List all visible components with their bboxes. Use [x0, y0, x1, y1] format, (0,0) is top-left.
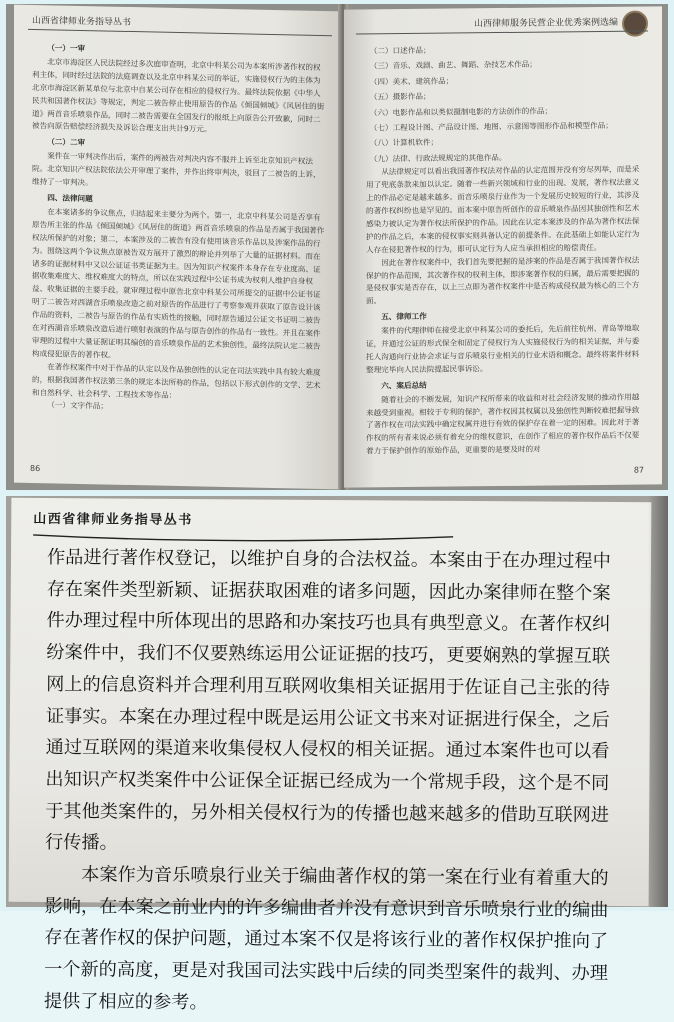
left-running-head: 山西省律师业务指导丛书 [32, 15, 132, 29]
paragraph: 本案作为音乐喷泉行业关于编曲著作权的第一案在行业有着重大的影响，在本案之前业内的许多编曲者并没有意识到音乐喷泉行业的编曲存在著作权的保护问题，通过本案不仅是将该行业的著作权保护推向了一个新的高度，更是对我国司法实践中后续的同类型案件的裁判、办理提供了相应的参考。 [43, 864, 609, 1013]
right-page-body [366, 41, 646, 459]
page-number: 86 [30, 463, 41, 474]
paragraph: 随着社会的不断发展，知识产权所带来的收益和对社会经济发展的推动作用越来越受到重视。相较于专利的保护，著作权因其权属以及独创性判断较难把握导致了著作权在司法实践中确定权属并进行有效的保护存在着一定的困难。因此对于著作权的所有者来说必须有着充分的维权意识，在创作了相应的著作权作品后不仅要着力于保护创作的原始作品，更重要的是要及时的对 [366, 392, 640, 456]
subsection-heading: （一）一审 [47, 43, 86, 54]
paragraph: 案件的代理律师在接受北京中科某公司的委托后，先后前往杭州、青岛等地取证，并通过公证的形式保全和固定了侵权行为人实施侵权行为的相关证据，并与委托人沟通向行业协会求证与音乐喷泉行业相关的行业术语和概念。最终将案件材料整理完毕向人民法院提起民事诉讼。 [366, 323, 640, 375]
list-item: （九）法律、行政法规规定的其他作品。 [369, 152, 507, 164]
left-page-body [32, 39, 328, 419]
paragraph: 因此在著作权案件中，我们首先要把握的是涉案的作品是否属于我国著作权法保护的作品范围，其次著作权的权利主体，即涉案著作权的归属，最后需要把握的是侵权事实是否存在，以上三点即为著作权案件中是否构成侵权最为核心的三个方面。 [366, 255, 640, 306]
book-spread-photo [6, 4, 668, 490]
paragraph: 北京市海淀区人民法院经过多次庭审查明，北京中科某公司为本案所涉著作权的权利主体，同时经过法院的法庭调查以及北京中科某公司的举证，实施侵权行为的主体为北京市海淀区新某单位与北京中自某公司存在相应的侵权行为。最终法院依据《中华人民共和国著作权法》等规定，判定二被告停止使用原告的作品《倾国倾城》《风居住的街道》两首音乐喷泉作品，同时二被告需要在全国发行的报纸上向原告公开致歉，同时二被告向原告赔偿经济损失及诉讼合理支出共计9万元。 [32, 57, 325, 135]
list-item: （四）美术、建筑作品； [369, 76, 454, 87]
closeup-page [9, 498, 652, 1013]
list-item: （一）文字作品； [47, 400, 108, 412]
section-heading: 五、律师工作 [381, 312, 427, 322]
list-item: （三）音乐、戏剧、曲艺、舞蹈、杂技艺术作品； [369, 60, 537, 71]
left-page [14, 5, 342, 490]
right-page [344, 6, 662, 487]
emblem-icon [622, 10, 648, 36]
paragraph: 案件在一审判决作出后，案件的两被告对判决内容不服并上诉至北京知识产权法院。北京知识产权法院依法公开审理了案件，并作出终审判决，驳回了二被告的上诉，维持了一审判决。 [32, 151, 321, 188]
paragraph: 在本案诸多的争议焦点，归结起来主要分为两个。第一，北京中科某公司是否享有原告所主张的作品《倾国倾城》《风居住的街道》两首音乐喷泉的作品是否属于我国著作权法所保护的对象；第二，本案涉及的二被告有没有使用该音乐作品以及涉案作品的行为。围绕这两个争议焦点原被告双方展开了激烈的辩论并列举了大量的证据材料。而在诸多的证据材料中又以公证证书类证据为主。因为知识产权案件本身存在专业度高、证据收集难度大、维权难度大的特点，所以在实践过程中公证书成为权利人维护自身权益、收集证据的主要手段。就审理过程中原告北京中科某公司所提交的证据中公证书证明了二被告对西湖音乐喷泉改造之前对原告的作品进行了考察参观并获取了原告设计该作品的资料，二被告与原告的作品有实质性的接触，同时原告通过公证文书证明二被告在对西湖音乐喷泉改造后进行喷射表演的作品与原告创作的作品有一致性。并且在案件审理的过程中大量证据证明其编创的音乐喷泉作品的艺术独创性，最终法院认定二被告构成侵犯原告的著作权。 [32, 207, 325, 360]
subsection-heading: （二）二审 [47, 137, 86, 148]
closeup-body [44, 542, 627, 1022]
list-item: （二）口述作品； [369, 45, 431, 56]
header-rule [356, 30, 648, 34]
paragraph: 作品进行著作权登记，以维护自身的合法权益。本案由于在办理过程中存在案件类型新颖、证据获取困难的诸多问题，因此办案律师在整个案件办理过程中所体现出的思路和办案技巧也具有典型意义。在著作权纠纷案件中，我们不仅要熟练运用公证证据的技巧，更要娴熟的掌握互联网上的信息资料并合理利用互联网收集相关证据用于佐证自己主张的待证事实。本案在办理过程中既是运用公证文书来对证据进行保全，之后通过互联网的渠道来收集侵权人侵权的相关证据。通过本案件也可以看出知识产权类案件中公证保全证据已经成为一个常规手段，这个是不同于其他类案件的，另外相关侵权行为的传播也越来越多的借助互联网进行传播。 [44, 547, 611, 854]
header-rule [28, 29, 332, 36]
list-item: （七）工程设计图、产品设计图、地图、示意图等图形作品和模型作品； [369, 120, 613, 133]
section-heading: 四、法律问题 [47, 193, 93, 204]
closeup-page-photo [6, 496, 668, 1013]
paragraph: 在著作权案件中对于作品的认定以及作品独创性的认定在司法实践中具有较大难度的，根据我国著作权法第三条的规定本法所称的作品，包括以下形式创作的文学、艺术和自然科学、社会科学、工程技术等作品： [32, 362, 321, 400]
list-item: （五）摄影作品； [369, 91, 431, 102]
list-item: （六）电影作品和以类似摄制电影的方法创作的作品； [369, 106, 553, 118]
right-running-head: 山西律师服务民营企业优秀案例选编 [473, 17, 618, 30]
page-edge-shadow [648, 496, 668, 907]
list-item: （八）计算机软件； [369, 138, 439, 148]
section-heading: 六、案后总结 [381, 380, 427, 391]
closeup-running-head: 山西省律师业务指导丛书 [33, 511, 193, 529]
page-number: 87 [633, 465, 644, 475]
paragraph: 从法律规定可以看出我国著作权法对作品的认定范围并没有穷尽列举，而是采用了兜底条款来加以认定。随着一些新兴领域和行业的出现、发展，著作权法意义上的作品必定是越来越多。而音乐喷泉行业作为一个发展历史较短的行业，其涉及的著作权纠纷也是罕见的。而本案中原告所创作的音乐喷泉作品因其独创性和艺术感染力被认定为著作权法所保护的作品。因此在认定本案涉及的作品为著作权法保护的作品之后，本案的侵权事实则具备认定的前提条件。在此基础上如能认定行为人存在侵犯著作权的行为，即可认定行为人应当承担相应的赔偿责任。 [366, 164, 640, 255]
